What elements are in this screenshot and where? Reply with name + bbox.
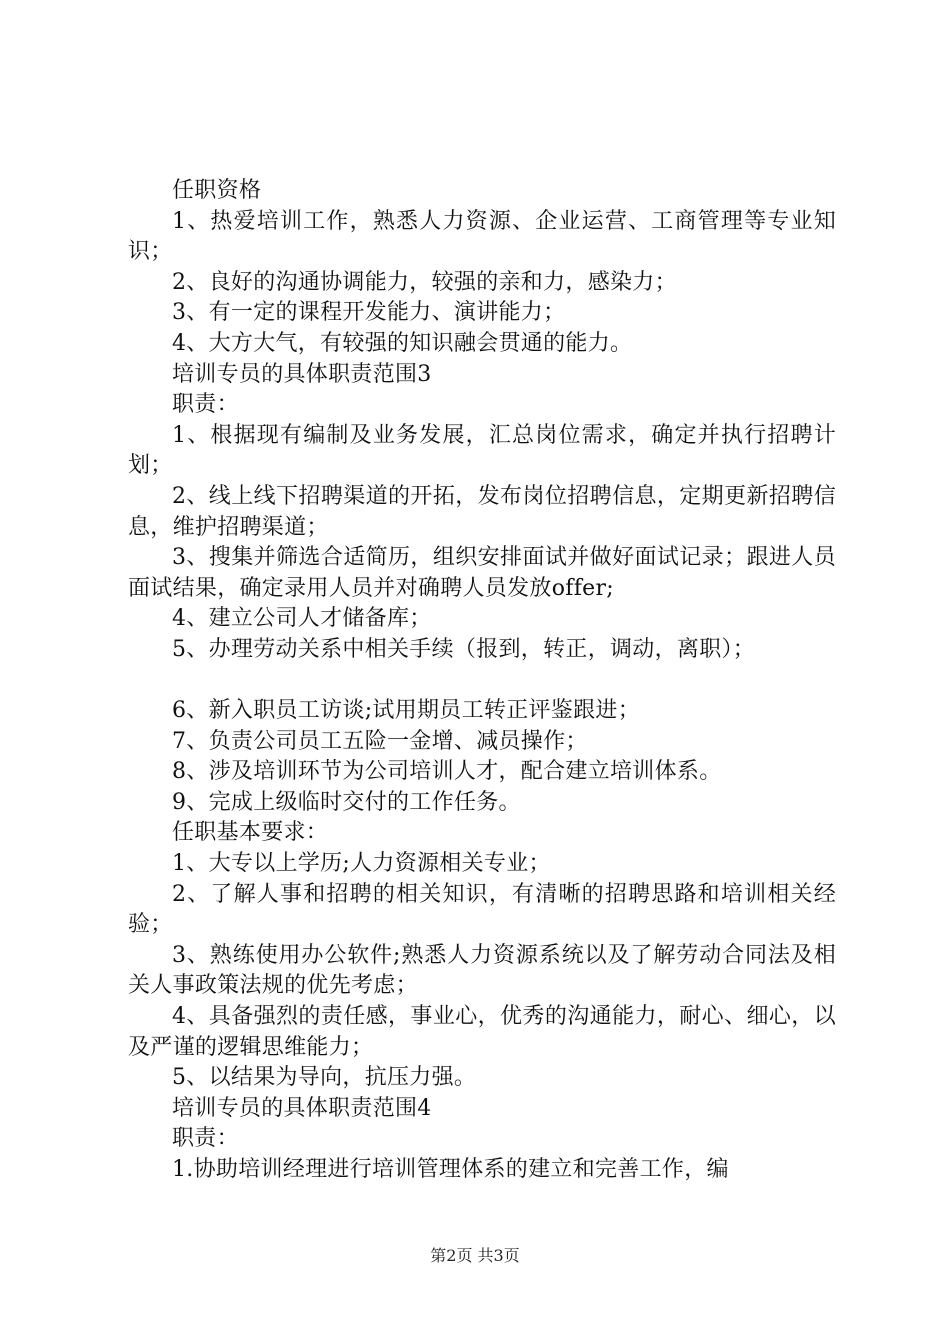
paragraph: 1.协助培训经理进行培训管理体系的建立和完善工作，编 xyxy=(172,1157,729,1182)
paragraph: 职责： xyxy=(172,1126,239,1152)
section-heading: 培训专员的具体职责范围4 xyxy=(172,1095,432,1121)
section-heading: 培训专员的具体职责范围3 xyxy=(172,361,432,387)
paragraph: 5、以结果为导向，抗压力强。 xyxy=(172,1065,477,1091)
page-footer xyxy=(0,1243,950,1266)
paragraph: 8、涉及培训环节为公司培训人才，配合建立培训体系。 xyxy=(172,759,722,785)
paragraph: 2、了解人事和招聘的相关知识，有清晰的招聘思路和培训相关经验； xyxy=(128,881,836,938)
blank-line xyxy=(128,666,836,697)
document-body xyxy=(128,176,836,1186)
paragraph: 2、良好的沟通协调能力，较强的亲和力，感染力； xyxy=(172,269,677,295)
paragraph: 4、大方大气，有较强的知识融会贯通的能力。 xyxy=(172,330,633,356)
paragraph: 职责： xyxy=(172,392,239,418)
paragraph: 7、负责公司员工五险一金增、减员操作； xyxy=(172,728,588,754)
paragraph: 9、完成上级临时交付的工作任务。 xyxy=(172,789,521,815)
paragraph: 1、根据现有编制及业务发展，汇总岗位需求，确定并执行招聘计划； xyxy=(128,422,836,479)
paragraph: 4、建立公司人才储备库； xyxy=(172,606,432,632)
paragraph: 3、有一定的课程开发能力、演讲能力； xyxy=(172,300,566,326)
paragraph: 任职基本要求： xyxy=(172,820,329,846)
paragraph: 4、具备强烈的责任感，事业心，优秀的沟通能力，耐心、细心，以及严谨的逻辑思维能力； xyxy=(128,1004,836,1060)
paragraph: 3、搜集并筛选合适简历，组织安排面试并做好面试记录；跟进人员面试结果，确定录用人员并对确聘人员发放offer; xyxy=(128,545,836,601)
paragraph: 3、熟练使用办公软件;熟悉人力资源系统以及了解劳动合同法及相关人事政策法规的优先考虑； xyxy=(128,942,836,999)
paragraph: 1、热爱培训工作，熟悉人力资源、企业运营、工商管理等专业知识； xyxy=(128,208,836,265)
paragraph: 6、新入职员工访谈;试用期员工转正评鉴跟进； xyxy=(172,698,641,724)
paragraph: 5、办理劳动关系中相关手续（报到，转正，调动，离职）； xyxy=(172,636,756,662)
page-number-label: 第2页 共3页 xyxy=(430,1246,520,1265)
paragraph: 1、大专以上学历;人力资源相关专业； xyxy=(172,851,551,877)
paragraph: 2、线上线下招聘渠道的开拓，发布岗位招聘信息，定期更新招聘信息，维护招聘渠道； xyxy=(128,483,836,540)
paragraph: 任职资格 xyxy=(172,178,262,203)
